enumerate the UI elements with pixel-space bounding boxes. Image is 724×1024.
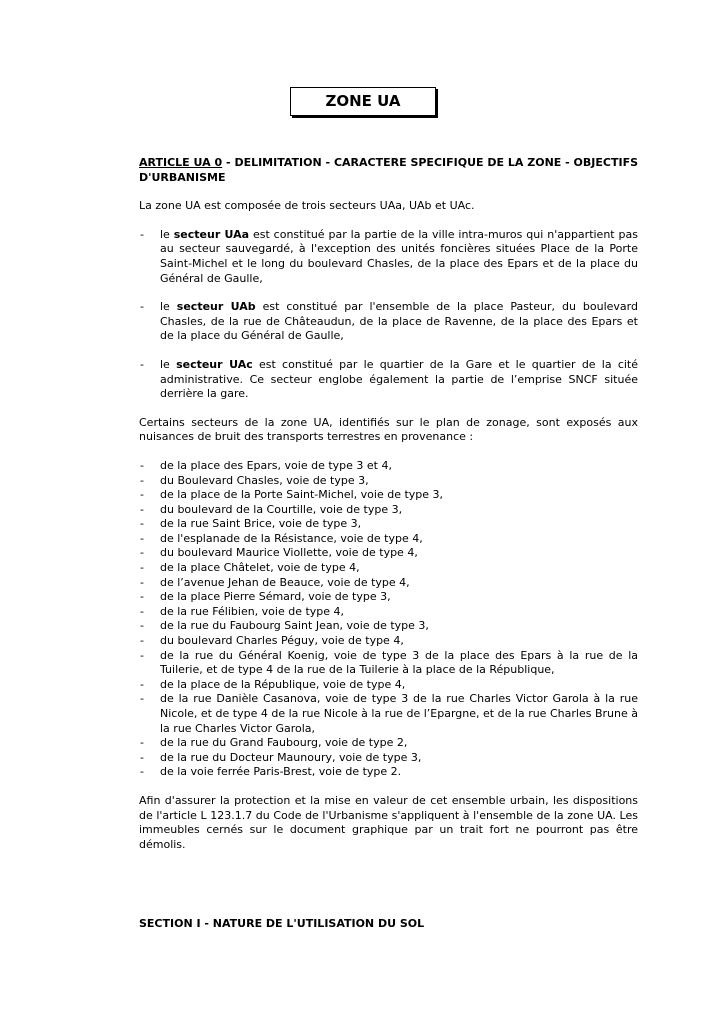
road-item: - de la rue du Grand Faubourg, voie de type 2, [139, 736, 638, 751]
article-content [139, 156, 638, 852]
sector-item [139, 300, 638, 344]
road-item: - de la place des Epars, voie de type 3 et 4, [139, 459, 638, 474]
sector-item [139, 228, 638, 286]
sector-prefix: le [160, 227, 174, 241]
road-item: - du Boulevard Chasles, voie de type 3, [139, 474, 638, 489]
road-list [139, 459, 638, 780]
intro-text: La zone UA est composée de trois secteurs UAa, UAb et UAc. [139, 199, 475, 213]
sector-prefix: le [160, 300, 177, 314]
road-item: - de la rue du Général Koenig, voie de type 3 de la place des Epars à la rue de la Tuilerie, et de type 4 de la rue de la Tuilerie à la place de la République, [139, 649, 638, 678]
road-item: - de la place de la Porte Saint-Michel, voie de type 3, [139, 488, 638, 503]
road-item: - du boulevard Charles Péguy, voie de type 4, [139, 634, 638, 649]
sector-description: est constitué par le quartier de la Gare et le quartier de la cité administrative. Ce secteur englobe également la partie de l’emprise SNCF située derrière la gare. [160, 357, 639, 401]
road-item: - de l'esplanade de la Résistance, voie de type 4, [139, 532, 638, 547]
road-item: - de la rue Saint Brice, voie de type 3, [139, 517, 638, 532]
sector-name: secteur UAa [173, 227, 250, 241]
sector-name: secteur UAc [176, 357, 253, 371]
article-title: DELIMITATION - CARACTERE SPECIFIQUE DE LA ZONE - OBJECTIFS D'URBANISME [139, 156, 639, 184]
road-item: - de la place Pierre Sémard, voie de type 3, [139, 590, 638, 605]
road-item: - du boulevard Maurice Viollette, voie de type 4, [139, 546, 638, 561]
sector-name: secteur UAb [176, 300, 256, 314]
sector-item [139, 358, 638, 402]
sector-list [139, 228, 638, 402]
article-heading [139, 156, 638, 185]
article-separator: - [222, 156, 235, 169]
road-item: - de la voie ferrée Paris-Brest, voie de type 2. [139, 765, 638, 780]
page-title: ZONE UA [290, 87, 436, 116]
sector-description: est constitué par l'ensemble de la place Pasteur, du boulevard Chasles, de la rue de Châteaudun, de la place de Ravenne, de la place des Epars et de la place du Général de Gaulle, [160, 300, 638, 343]
article-number: ARTICLE UA 0 [139, 156, 223, 169]
road-item: - de la rue du Docteur Maunoury, voie de type 3, [139, 751, 638, 766]
section-heading: SECTION I - NATURE DE L'UTILISATION DU SOL [139, 917, 425, 930]
noise-intro: Certains secteurs de la zone UA, identifiés sur le plan de zonage, sont exposés aux nuisances de bruit des transports terrestres en provenance : [139, 415, 638, 444]
road-item: - de la place Châtelet, voie de type 4, [139, 561, 638, 576]
road-item: - de l’avenue Jehan de Beauce, voie de type 4, [139, 576, 638, 591]
road-item: - de la place de la République, voie de type 4, [139, 678, 638, 693]
road-item: - de la rue du Faubourg Saint Jean, voie de type 3, [139, 619, 638, 634]
sector-description: est constitué par la partie de la ville intra-muros qui n'appartient pas au secteur sauvegardé, à l'exception des unités foncières situées Place de la Porte Saint-Michel et le long du boulevard Chasles, de la place des Epars et de la place du Général de Gaulle, [160, 227, 638, 285]
road-item: - du boulevard de la Courtille, voie de type 3, [139, 503, 638, 518]
closing-text: Afin d'assurer la protection et la mise en valeur de cet ensemble urbain, les dispositions de l'article L 123.1.7 du Code de l'Urbanisme s'appliquent à l'ensemble de la zone UA. Les immeubles cernés sur le document graphique par un trait fort ne pourront pas être démolis. [139, 793, 638, 851]
road-item: - de la rue Danièle Casanova, voie de type 3 de la rue Charles Victor Garola à la rue Nicole, et de type 4 de la rue Nicole à la rue de l’Epargne, et de la rue Charles Brune à la rue Charles Victor Garola, [139, 692, 638, 736]
road-item: - de la rue Félibien, voie de type 4, [139, 605, 638, 620]
sector-prefix: le [160, 357, 177, 371]
